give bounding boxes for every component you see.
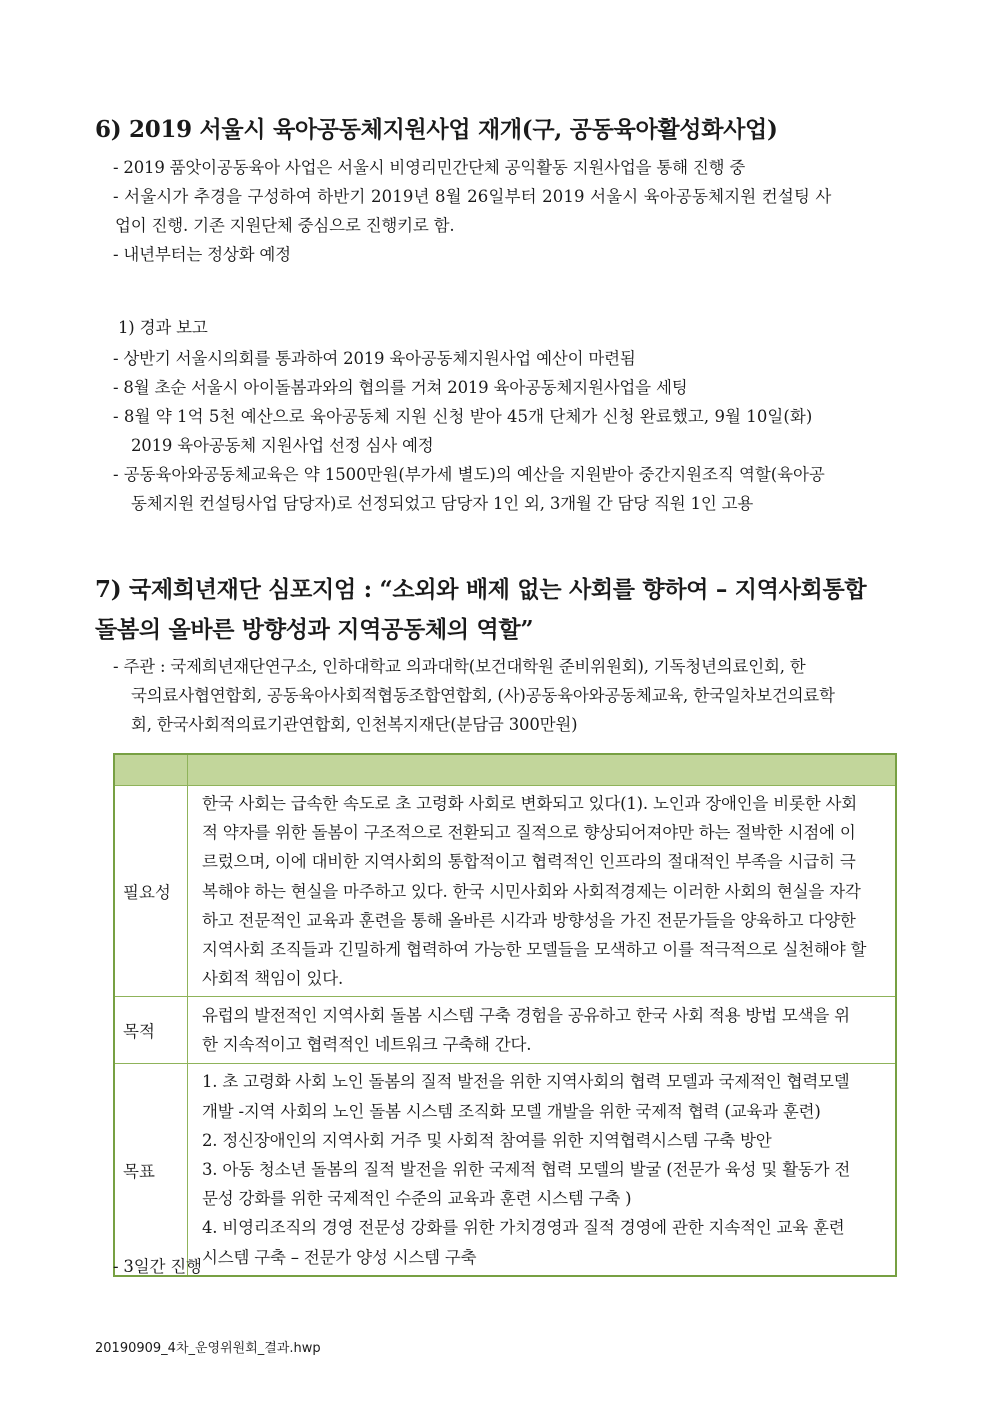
table-header-row bbox=[114, 754, 896, 786]
host-line: - 주관 : 국제희년재단연구소, 인하대학교 의과대학(보건대학원 준비위원회), 기독청년의료인회, 한 bbox=[113, 657, 806, 676]
report-list bbox=[113, 344, 897, 518]
section6-bullet: 업이 진행. 기존 지원단체 중심으로 진행키로 함. bbox=[115, 216, 455, 235]
need-line: 적 약자를 위한 돌봄이 구조적으로 전환되고 질적으로 향상되어져야만 하는 절박한 시점에 이 bbox=[202, 823, 856, 843]
goal-line: 2. 정신장애인의 지역사회 거주 및 사회적 참여를 위한 지역협력시스템 구축 방안 bbox=[202, 1130, 772, 1150]
need-content bbox=[188, 786, 897, 997]
purpose-content bbox=[188, 997, 897, 1064]
need-line: 사회적 책임이 있다. bbox=[202, 969, 344, 989]
table-row bbox=[114, 997, 896, 1064]
goal-line: 4. 비영리조직의 경영 전문성 강화를 위한 가치경영과 질적 경영에 관한 지속적인 교육 훈련 bbox=[202, 1218, 845, 1238]
goal-line: 3. 아동 청소년 돌봄의 질적 발전을 위한 국제적 협력 모델의 발굴 (전문가 육성 및 활동가 전 bbox=[202, 1160, 851, 1180]
goal-label: 목표 bbox=[114, 1064, 188, 1276]
table-row bbox=[114, 1064, 896, 1276]
section7-heading bbox=[95, 570, 900, 650]
host-organizations bbox=[113, 652, 897, 739]
report-subheading: 1) 경과 보고 bbox=[118, 318, 208, 337]
report-item: - 8월 약 1억 5천 예산으로 육아공동체 지원 신청 받아 45개 단체가 신청 완료했고, 9월 10일(화) bbox=[113, 407, 813, 426]
goal-line: 개발 -지역 사회의 노인 돌봄 시스템 조직화 모델 개발을 위한 국제적 협력 (교육과 훈련) bbox=[202, 1101, 821, 1121]
report-item: 2019 육아공동체 지원사업 선정 심사 예정 bbox=[131, 436, 434, 455]
table-header-cell bbox=[114, 754, 188, 786]
after-table-note: - 3일간 진행 bbox=[113, 1257, 202, 1276]
section6-bullet: - 2019 품앗이공동육아 사업은 서울시 비영리민간단체 공익활동 지원사업을 통해 진행 중 bbox=[113, 158, 746, 177]
footer-filename: 20190909_4차_운영위원회_결과.hwp bbox=[95, 1341, 321, 1356]
purpose-label: 목적 bbox=[114, 997, 188, 1064]
section7-heading-line: 돌봄의 올바른 방향성과 지역공동체의 역할” bbox=[95, 616, 534, 643]
need-line: 르렀으며, 이에 대비한 지역사회의 통합적이고 협력적인 인프라의 절대적인 부족을 시급히 극 bbox=[202, 852, 856, 872]
section6-bullet: - 내년부터는 정상화 예정 bbox=[113, 245, 291, 264]
purpose-line: 유럽의 발전적인 지역사회 돌봄 시스템 구축 경험을 공유하고 한국 사회 적용 방법 모색을 위 bbox=[202, 1006, 850, 1026]
need-line: 한국 사회는 급속한 속도로 초 고령화 사회로 변화되고 있다(1). 노인과 장애인을 비롯한 사회 bbox=[202, 794, 857, 813]
report-item: 동체지원 컨설팅사업 담당자)로 선정되었고 담당자 1인 외, 3개월 간 담당 직원 1인 고용 bbox=[131, 494, 754, 513]
symposium-table bbox=[113, 753, 897, 1277]
host-line: 국의료사협연합회, 공동육아사회적협동조합연합회, (사)공동육아와공동체교육, 한국일차보건의료학 bbox=[131, 686, 835, 705]
need-line: 하고 전문적인 교육과 훈련을 통해 올바른 시각과 방향성을 가진 전문가들을 양육하고 다양한 bbox=[202, 910, 856, 930]
purpose-line: 한 지속적이고 협력적인 네트워크 구축해 간다. bbox=[202, 1035, 532, 1055]
table-header-cell bbox=[188, 754, 897, 786]
need-line: 복해야 하는 현실을 마주하고 있다. 한국 시민사회와 사회적경제는 이러한 사회의 현실을 자각 bbox=[202, 881, 861, 901]
report-item: - 상반기 서울시의회를 통과하여 2019 육아공동체지원사업 예산이 마련됨 bbox=[113, 349, 636, 368]
need-line: 지역사회 조직들과 긴밀하게 협력하여 가능한 모델들을 모색하고 이를 적극적으로 실천해야 할 bbox=[202, 940, 867, 960]
section7-heading-line: 7) 국제희년재단 심포지엄 : “소외와 배제 없는 사회를 향하여 – 지역사회통합 bbox=[95, 576, 867, 603]
report-item: - 8월 초순 서울시 아이돌봄과와의 협의를 거쳐 2019 육아공동체지원사업을 세팅 bbox=[113, 378, 688, 397]
need-label: 필요성 bbox=[114, 786, 188, 997]
section6-heading: 6) 2019 서울시 육아공동체지원사업 재개(구, 공동육아활성화사업) bbox=[95, 116, 778, 143]
goal-line: 1. 초 고령화 사회 노인 돌봄의 질적 발전을 위한 지역사회의 협력 모델과 국제적인 협력모델 bbox=[202, 1072, 850, 1092]
report-item: - 공동육아와공동체교육은 약 1500만원(부가세 별도)의 예산을 지원받아 중간지원조직 역할(육아공 bbox=[113, 465, 825, 484]
section6-bullets bbox=[113, 153, 897, 269]
goal-line: 시스템 구축 – 전문가 양성 시스템 구축 bbox=[202, 1247, 477, 1267]
goal-line: 문성 강화를 위한 국제적인 수준의 교육과 훈련 시스템 구축 ) bbox=[202, 1189, 632, 1209]
goal-content bbox=[188, 1064, 897, 1276]
host-line: 회, 한국사회적의료기관연합회, 인천복지재단(분담금 300만원) bbox=[131, 715, 578, 734]
table-row bbox=[114, 786, 896, 997]
section6-bullet: - 서울시가 추경을 구성하여 하반기 2019년 8월 26일부터 2019 서울시 육아공동체지원 컨설팅 사 bbox=[113, 187, 832, 206]
